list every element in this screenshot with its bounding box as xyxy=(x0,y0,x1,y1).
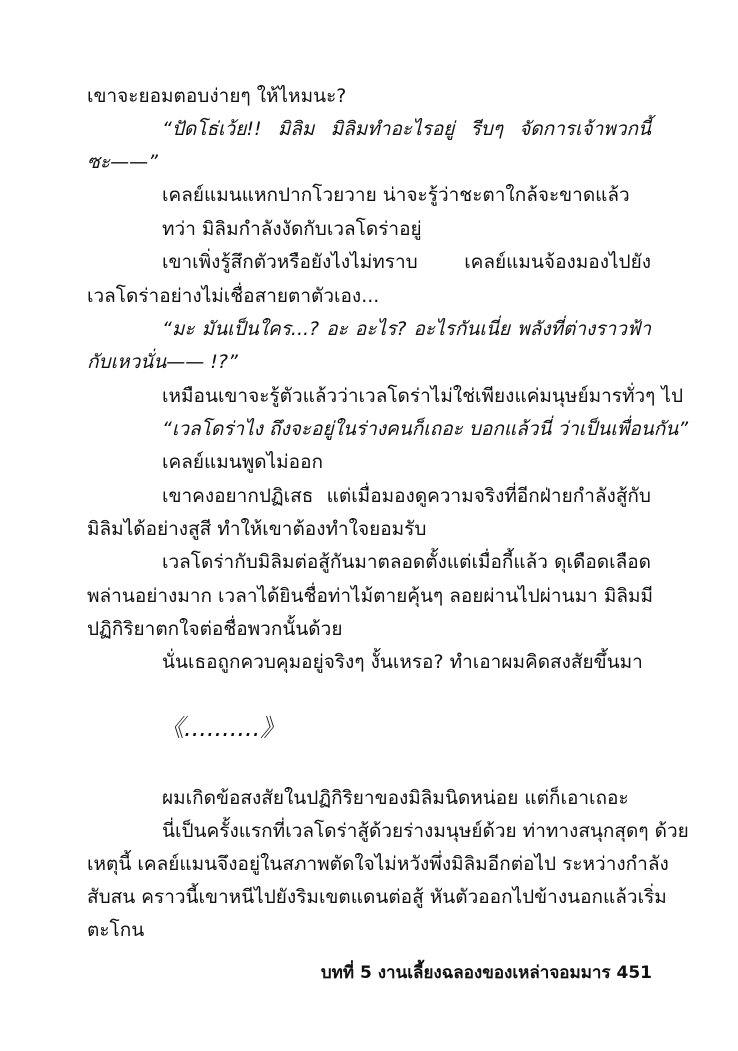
text-line: มิลิมได้อย่างสูสี ทำให้เขาต้องทำใจยอมรับ xyxy=(87,518,427,540)
dialogue-line: “มะ มันเป็นใคร...? อะ อะไร? อะไรกันเนี่ย พลังที่ต่างราวฟ้า xyxy=(162,318,651,340)
dialogue-line: “เวลโดร่าไง ถึงจะอยู่ในร่างคนก็เถอะ บอกแล้วนี่ ว่าเป็นเพื่อนกัน” xyxy=(162,418,689,440)
text-line: นั่นเธอถูกควบคุมอยู่จริงๆ งั้นเหรอ? ทำเอาผมคิดสงสัยขึ้นมา xyxy=(162,651,643,673)
text-line: เวลโดร่ากับมิลิมต่อสู้กันมาตลอดตั้งแต่เมื่อกี้แล้ว ดุเดือดเลือด xyxy=(162,551,651,573)
text-line: ผมเกิดข้อสงสัยในปฏิกิริยาของมิลิมนิดหน่อย แต่ก็เอาเถอะ xyxy=(162,787,629,809)
text-line: เหตุนี้ เคลย์แมนจึงอยู่ในสภาพตัดใจไม่หวังพึ่งมิลิมอีกต่อไป ระหว่างกำลัง xyxy=(87,853,669,875)
text-line: เขาจะยอมตอบง่ายๆ ให้ไหมนะ? xyxy=(87,85,347,107)
text-line: เหมือนเขาจะรู้ตัวแล้วว่าเวลโดร่าไม่ใช่เพียงแค่มนุษย์มารทั่วๆ ไป xyxy=(162,385,684,407)
text-line: เวลโดร่าอย่างไม่เชื่อสายตาตัวเอง... xyxy=(87,285,380,307)
page-footer: บทที่ 5 งานเลี้ยงฉลองของเหล่าจอมมาร 451 xyxy=(320,963,652,983)
text-line: สับสน คราวนี้เขาหนีไปยังริมเขตแดนต่อสู้ หันตัวออกไปข้างนอกแล้วเริ่ม xyxy=(87,886,667,908)
text-line: ตะโกน xyxy=(87,919,145,941)
text-line: เขาเพิ่งรู้สึกตัวหรือยังไงไม่ทราบ เคลย์แมนจ้องมองไปยัง xyxy=(162,251,651,273)
text-line: เคลย์แมนพูดไม่ออก xyxy=(162,451,324,473)
text-line: พล่านอย่างมาก เวลาได้ยินชื่อท่าไม้ตายคุ้นๆ ลอยผ่านไปผ่านมา มิลิมมี xyxy=(87,585,654,607)
text-line: เคลย์แมนแหกปากโวยวาย น่าจะรู้ว่าชะตาใกล้จะขาดแล้ว xyxy=(162,184,630,206)
text-line: นี่เป็นครั้งแรกที่เวลโดร่าสู้ด้วยร่างมนุษย์ด้วย ท่าทางสนุกสุดๆ ด้วย xyxy=(162,820,689,842)
text-line: เขาคงอยากปฏิเสธ แต่เมื่อมองดูความจริงที่อีกฝ่ายกำลังสู้กับ xyxy=(162,485,651,507)
dialogue-line: กับเหวนั่น—— !?” xyxy=(87,351,238,373)
section-separator: 《..........》 xyxy=(160,714,285,742)
dialogue-line: ซะ——” xyxy=(87,151,158,173)
text-line: ปฏิกิริยาตกใจต่อชื่อพวกนั้นด้วย xyxy=(87,618,343,640)
text-line: ทว่า มิลิมกำลังงัดกับเวลโดร่าอยู่ xyxy=(162,218,422,240)
dialogue-line: “ปัดโธ่เว้ย!! มิลิม มิลิมทำอะไรอยู่ รีบๆ จัดการเจ้าพวกนี้ xyxy=(162,118,651,140)
